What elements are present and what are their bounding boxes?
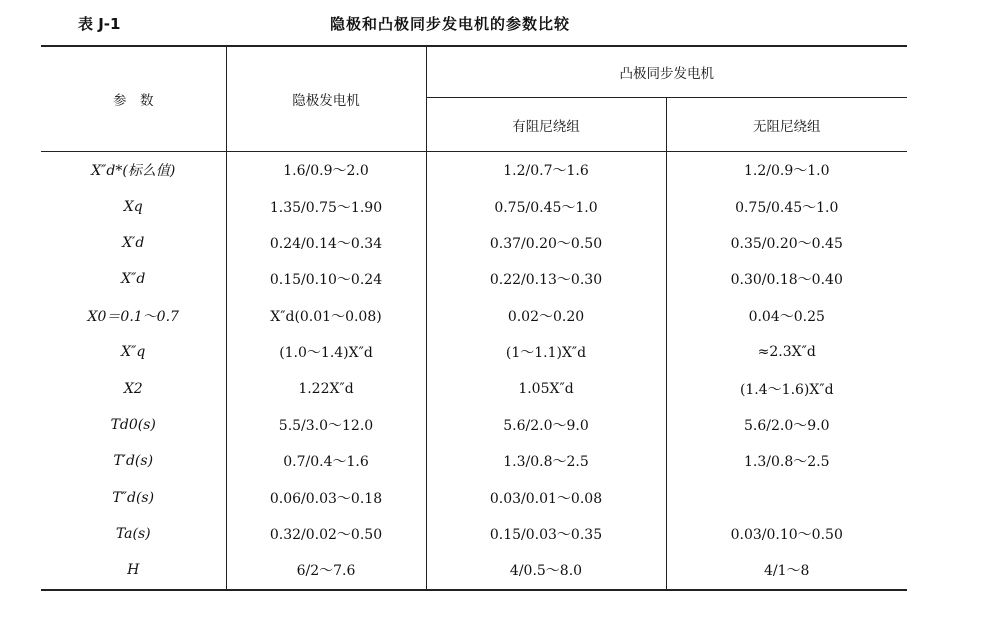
cell-param: X″d*(标么值) (91, 163, 176, 180)
cell-with-damper: 4/0.5～8.0 (426, 552, 666, 589)
cell-with-damper: 5.6/2.0～9.0 (426, 407, 666, 443)
cell-nonsalient: 0.06/0.03～0.18 (226, 480, 426, 516)
cell-without-damper: 0.35/0.20～0.45 (666, 225, 907, 261)
cell-without-damper: 0.30/0.18～0.40 (666, 261, 907, 297)
cell-without-damper: 0.75/0.45～1.0 (666, 188, 907, 224)
cell-with-damper: 0.75/0.45～1.0 (426, 188, 666, 224)
cell-nonsalient: 5.5/3.0～12.0 (226, 407, 426, 443)
table-row (41, 334, 907, 370)
cell-nonsalient: 0.7/0.4～1.6 (226, 443, 426, 479)
cell-nonsalient: 0.24/0.14～0.34 (226, 225, 426, 261)
cell-nonsalient: 0.32/0.02～0.50 (226, 516, 426, 552)
table-row (41, 261, 907, 297)
cell-without-damper: (1.4～1.6)X″d (666, 370, 907, 406)
header-without-damper: 无阻尼绕组 (666, 98, 907, 152)
cell-nonsalient: 0.15/0.10～0.24 (226, 261, 426, 297)
cell-without-damper: 4/1～8 (666, 552, 907, 589)
table-row (41, 552, 907, 589)
cell-nonsalient: 1.22X″d (226, 370, 426, 406)
table-row (41, 516, 907, 552)
cell-param: Xq (123, 198, 143, 215)
cell-param: X2 (123, 380, 143, 397)
cell-without-damper (666, 480, 907, 516)
cell-with-damper: 1.3/0.8～2.5 (426, 443, 666, 479)
cell-with-damper: 0.02～0.20 (426, 298, 666, 334)
table-row (41, 407, 907, 443)
cell-nonsalient: 6/2～7.6 (226, 552, 426, 589)
table-row (41, 370, 907, 406)
table-title: 隐极和凸极同步发电机的参数比较 (330, 15, 571, 33)
cell-param: T″d(s) (112, 489, 155, 506)
cell-without-damper: 0.03/0.10～0.50 (666, 516, 907, 552)
cell-nonsalient: X″d(0.01～0.08) (226, 298, 426, 334)
cell-param: X′d (122, 234, 145, 251)
header-param: 参 数 (41, 46, 226, 152)
header-with-damper: 有阻尼绕组 (426, 98, 666, 152)
cell-with-damper: 1.05X″d (426, 370, 666, 406)
table-row (41, 298, 907, 334)
cell-with-damper: 0.37/0.20～0.50 (426, 225, 666, 261)
cell-param: X″d (121, 271, 146, 288)
cell-without-damper: 1.2/0.9～1.0 (666, 152, 907, 189)
header-salient-group: 凸极同步发电机 (426, 46, 907, 98)
table-row (41, 225, 907, 261)
parameter-table (41, 45, 907, 591)
cell-with-damper: 0.15/0.03～0.35 (426, 516, 666, 552)
cell-nonsalient: 1.35/0.75～1.90 (226, 188, 426, 224)
cell-without-damper: 5.6/2.0～9.0 (666, 407, 907, 443)
cell-param: Ta(s) (115, 526, 151, 543)
cell-nonsalient: (1.0～1.4)X″d (226, 334, 426, 370)
cell-with-damper: (1～1.1)X″d (426, 334, 666, 370)
cell-without-damper: ≈2.3X″d (666, 334, 907, 370)
cell-param: Td0(s) (110, 416, 156, 433)
cell-param: T′d(s) (113, 453, 154, 470)
cell-param: X″q (121, 344, 146, 361)
cell-without-damper: 1.3/0.8～2.5 (666, 443, 907, 479)
cell-nonsalient: 1.6/0.9～2.0 (226, 152, 426, 189)
table-row (41, 443, 907, 479)
cell-with-damper: 0.22/0.13～0.30 (426, 261, 666, 297)
table-row (41, 152, 907, 189)
cell-param: X0＝0.1～0.7 (87, 308, 179, 325)
cell-with-damper: 1.2/0.7～1.6 (426, 152, 666, 189)
cell-without-damper: 0.04～0.25 (666, 298, 907, 334)
header-nonsalient: 隐极发电机 (226, 46, 426, 152)
table-label: 表 J-1 (78, 15, 121, 33)
table-row (41, 480, 907, 516)
cell-param: H (41, 552, 226, 589)
table-body (41, 152, 907, 590)
cell-with-damper: 0.03/0.01～0.08 (426, 480, 666, 516)
table-row (41, 188, 907, 224)
